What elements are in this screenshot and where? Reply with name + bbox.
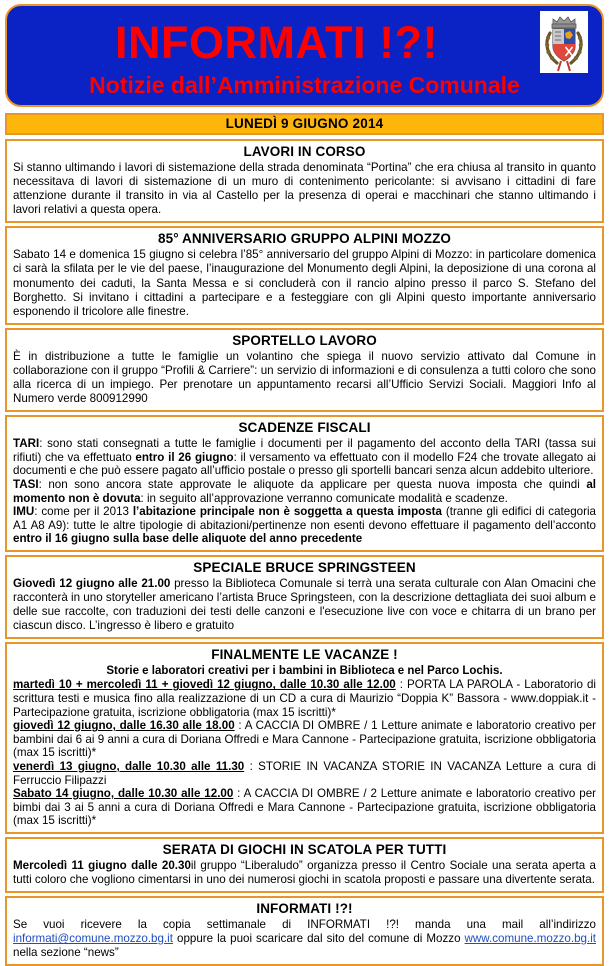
event-description: PORTA LA PAROLA - Laboratorio di scrittura testi e musica fino alla realizzazione di un CD a cura di Maurizio “Doppia K” Bassora - www.doppiak.it - Partecipazione gratuita, iscrizione obbligatoria (max 15 iscritti)* [13,678,596,719]
imu-text-2: (tranne gli edifici di categoria A1 A8 A9): tutte le altre tipologie di abitazioni/pertinenze non esenti devono effettuare il pagamento dell’acconto [13,505,596,532]
event-datetime: Sabato 14 giugno, dalle 10.30 alle 12.00 [13,787,234,801]
footer-text-2: oppure la puoi scaricare dal sito del comune di Mozzo [172,932,465,946]
section-body: Si stanno ultimando i lavori di sistemazione della strada denominata “Portina” che era chiusa al transito in quanto necessitava di lavori di sistemazione di un muro di contenimento pericolante: si avvisano i cittadini di fare attenzione durante il transito in via al Castello per la presenza di operai e macchinari che stanno ultimando i lavori relativi a questa opera. [13,161,596,217]
email-link[interactable]: informati@comune.mozzo.bg.it [13,932,173,946]
event-separator: : [234,719,245,733]
website-link[interactable]: www.comune.mozzo.bg.it [464,932,596,946]
section-title: SERATA DI GIOCHI IN SCATOLA PER TUTTI [162,841,447,857]
section-body [13,577,596,633]
section-scadenze-fiscali [5,415,604,552]
tasi-text-2: : in seguito all’approvazione verranno comunicate modalità e scadenze. [140,491,508,505]
event-datetime: Giovedì 12 giugno alle 21.00 [13,576,171,590]
coat-of-arms-icon [540,11,588,73]
section-finalmente-le-vacanze [5,642,604,834]
imu-emphasis-1: l’abitazione principale non è soggetta a questa imposta [132,505,442,519]
section-title: SPORTELLO LAVORO [232,332,377,348]
section-bruce-springsteen [5,555,604,639]
event-description: A CACCIA DI OMBRE / 1 Letture animate e laboratorio creativo per bambini dai 6 ai 9 anni a cura di Doriana Offredi e Mara Cannone - Partecipazione gratuita, iscrizione obbligatoria (max 15 iscritti)* [13,719,596,760]
section-title: 85° ANNIVERSARIO GRUPPO ALPINI MOZZO [157,231,452,247]
section-title: LAVORI IN CORSO [243,144,366,159]
imu-label: IMU [13,505,35,519]
section-title: INFORMATI !?! [256,901,353,917]
event-entry [13,760,596,787]
event-separator: : [244,759,259,773]
section-lavori-in-corso [5,139,604,223]
event-separator: : [395,678,408,692]
tasi-emphasis: al momento non è dovuta [13,478,596,505]
footer-text-1: Se vuoi ricevere la copia settimanale di INFORMATI !?! manda una mail all’indirizzo [13,918,596,932]
masthead-banner [5,4,604,107]
section-body: Sabato 14 e domenica 15 giugno si celebra l’85° anniversario del gruppo Alpini di Mozzo: in particolare domenica ci sarà la sfilata per le vie del paese, l’inaugurazione del Monumento degli Alpini, la deposizione di una corona al monumento dei caduti, la Santa Messa e si concluderà con il rancio alpino presso il parco S. Stefano del Borghetto. Si invitano i cittadini a partecipare e a festeggiare con gli Alpini questo importante anniversario esponendo il tricolore alle finestre. [13,248,596,318]
event-datetime: Mercoledì 11 giugno dalle 20.30 [13,858,191,872]
section-serata-giochi [5,837,604,893]
event-entry [13,787,596,828]
event-entry [13,719,596,760]
section-body [13,918,596,960]
tasi-text-1: : non sono ancora state approvate le aliquote da applicare per questa nuova imposta che quindi [38,478,587,491]
event-separator: : [233,787,244,801]
tari-text-1: : sono stati consegnati a tutte le famiglie i documenti per il pagamento del acconto della TARI (tassa sui rifiuti) che va effettuato [13,437,596,464]
imu-paragraph [13,505,596,546]
tari-text-2: : il versamento va effettuato con il modello F24 che trovate allegato ai documenti e che può essere pagato all’ufficio postale o presso gli sportelli bancari senza alcun addebito ulteriore. [13,450,596,478]
section-body: È in distribuzione a tutte le famiglie un volantino che spiega il nuovo servizio attivato dal Comune in collaborazione con il gruppo “Profili & Carriere”: un servizio di informazioni e di consulenza a tutti coloro che sono alla ricerca di un impiego. Per prenotare un appuntamento recarsi all’Ufficio Servizi Sociali. Maggiori Info al Numero verde 800912990 [13,349,596,406]
event-description: presso la Biblioteca Comunale si terrà una serata culturale con Alan Omacini che racconterà in uno storyteller americano l’artista Bruce Springsteen, con la descrizione dettagliata dei suoi album e delle sue raccolte, con traduzioni dei testi delle canzoni e l'esecuzione live con voce e chitarra di un brano per ciascun disco. L’ingresso è libero e gratuito [13,576,596,633]
tasi-paragraph [13,478,596,505]
imu-deadline: entro il 16 giugno sulla base delle aliquote del anno precedente [13,532,363,546]
event-description: A CACCIA DI OMBRE / 2 Letture animate e laboratorio creativo per bimbi dai 3 ai 5 anni a cura di Doriana Offredi e Mara Cannone - Partecipazione gratuita, iscrizione obbligatoria (max 15 iscritti)* [13,787,596,828]
event-datetime: venerdì 13 giugno, dalle 10.30 alle 11.30 [13,759,245,773]
footer-text-3: nella sezione “news” [13,946,119,960]
tari-label: TARI [13,437,40,451]
event-datetime: martedì 10 + mercoledì 11 + giovedì 12 giugno, dalle 10.30 alle 12.00 [13,678,396,692]
section-title: SCADENZE FISCALI [238,420,371,436]
tasi-label: TASI [13,478,39,491]
section-title: SPECIALE BRUCE SPRINGSTEEN [193,559,416,575]
section-sportello-lavoro [5,328,604,412]
date-banner: LUNEDÌ 9 GIUGNO 2014 [5,113,604,135]
page-title: INFORMATI !?! [114,17,439,68]
section-anniversario-alpini [5,226,604,324]
tari-paragraph [13,437,596,478]
event-description: STORIE IN VACANZA STORIE IN VACANZA Letture a cura di Ferruccio Filipazzi [13,759,596,787]
event-description: il gruppo “Liberaludo” organizza presso il Centro Sociale una serata aperta a tutti coloro che vogliono cimentarsi in uno dei numerosi giochi in scatola proposti e passare una divertente serata. [13,858,596,886]
event-datetime: giovedì 12 giugno, dalle 16.30 alle 18.00 [13,719,235,733]
imu-text-1: : come per il 2013 [34,505,133,519]
masthead-subtitle: Notizie dall’Amministrazione Comunale [89,72,520,98]
section-title: FINALMENTE LE VACANZE ! [211,647,398,663]
tari-deadline: entro il 26 giugno [135,450,234,464]
event-entry [13,678,596,719]
section-informati-footer [5,896,604,966]
section-subtitle: Storie e laboratori creativi per i bambini in Biblioteca e nel Parco Lochis. [106,665,503,678]
section-body [13,859,596,887]
